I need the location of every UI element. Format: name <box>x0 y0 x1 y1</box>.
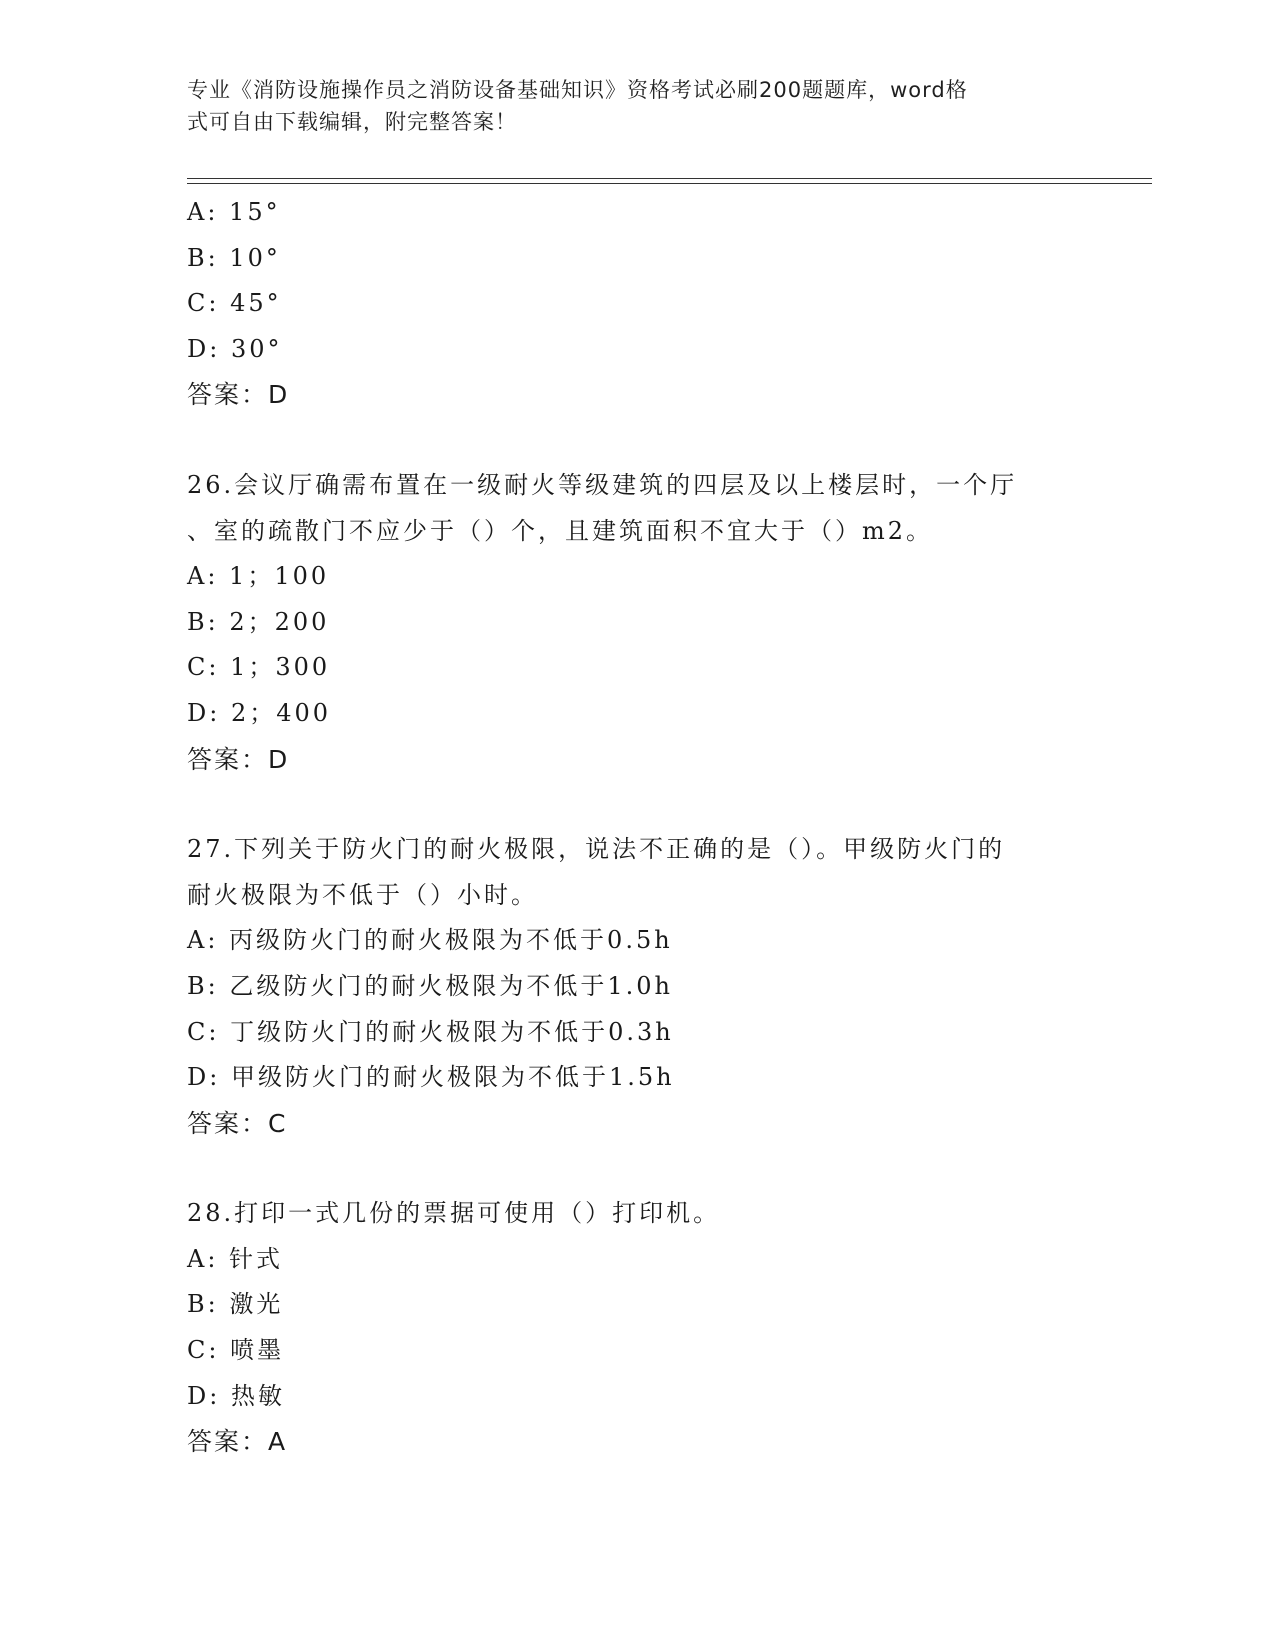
question-text <box>187 463 1087 554</box>
question-text <box>187 1191 1087 1237</box>
option-a: A: 1；100 <box>187 562 330 591</box>
question-text-line: 耐火极限为不低于（）小时。 <box>187 880 538 909</box>
question-text-line: 28.打印一式几份的票据可使用（）打印机。 <box>187 1199 721 1228</box>
option-a: A: 丙级防火门的耐火极限为不低于0.5h <box>187 926 673 955</box>
previous-question-tail <box>187 190 1087 418</box>
option-d: D: 30° <box>187 334 283 363</box>
question-26 <box>187 463 1087 782</box>
header-line-2: 式可自由下载编辑，附完整答案！ <box>187 110 517 134</box>
header-divider-top <box>187 178 1152 179</box>
question-text <box>187 827 1087 918</box>
option-b: B: 激光 <box>187 1290 284 1319</box>
option-a: A: 15° <box>187 198 281 226</box>
option-a: A: 针式 <box>187 1244 284 1273</box>
option-c: C: 丁级防火门的耐火极限为不低于0.3h <box>187 1017 674 1046</box>
question-text-line: 、室的疏散门不应少于（）个，且建筑面积不宜大于（）m2。 <box>187 516 934 545</box>
question-list <box>187 190 1087 1465</box>
answer-line: 答案：D <box>187 380 290 410</box>
document-header <box>187 74 1067 138</box>
option-d: D: 热敏 <box>187 1381 285 1410</box>
option-b: B: 2；200 <box>187 607 330 636</box>
answer-line: 答案：C <box>187 1108 288 1138</box>
answer-line: 答案：A <box>187 1427 288 1457</box>
option-b: B: 乙级防火门的耐火极限为不低于1.0h <box>187 971 673 1000</box>
option-d: D: 2；400 <box>187 698 332 727</box>
question-28 <box>187 1191 1087 1465</box>
option-d: D: 甲级防火门的耐火极限为不低于1.5h <box>187 1063 675 1092</box>
answer-line: 答案：D <box>187 744 290 774</box>
option-c: C: 45° <box>187 289 282 318</box>
header-line-1: 专业《消防设施操作员之消防设备基础知识》资格考试必刷200题题库，word格 <box>187 78 968 102</box>
header-divider-bottom <box>187 183 1152 184</box>
option-b: B: 10° <box>187 243 281 272</box>
question-text-line: 27.下列关于防火门的耐火极限，说法不正确的是（）。甲级防火门的 <box>187 835 1006 864</box>
option-c: C: 喷墨 <box>187 1336 285 1365</box>
question-27 <box>187 827 1087 1146</box>
question-text-line: 26.会议厅确需布置在一级耐火等级建筑的四层及以上楼层时，一个厅 <box>187 470 1018 499</box>
option-c: C: 1；300 <box>187 653 331 682</box>
